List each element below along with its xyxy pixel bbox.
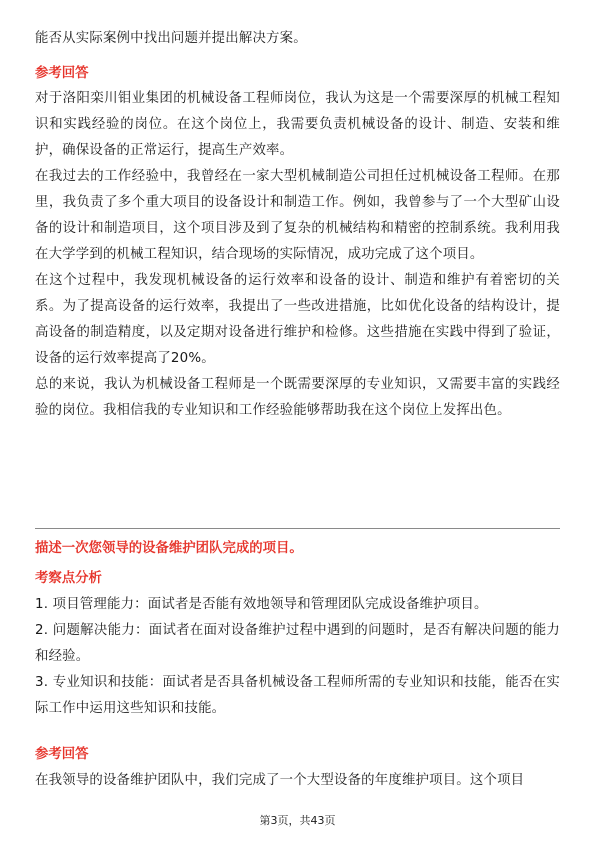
answer-paragraph: 在这个过程中，我发现机械设备的运行效率和设备的设计、制造和维护有着密切的关系。为了提高设备的运行效率，我提出了一些改进措施，比如优化设备的结构设计，提高设备的制造精度，以及定期对设备进行维护和检修。这些措施在实践中得到了验证，设备的运行效率提高了20%。 (35, 273, 560, 366)
section-divider (35, 528, 560, 529)
analysis-item: 1. 项目管理能力：面试者是否能有效地领导和管理团队完成设备维护项目。 (35, 597, 488, 612)
answer-paragraph: 总的来说，我认为机械设备工程师是一个既需要深厚的专业知识，又需要丰富的实践经验的岗位。我相信我的专业知识和工作经验能够帮助我在这个岗位上发挥出色。 (35, 377, 560, 418)
answer-paragraph: 在我过去的工作经验中，我曾经在一家大型机械制造公司担任过机械设备工程师。在那里，我负责了多个重大项目的设备设计和制造工作。例如，我曾参与了一个大型矿山设备的设计和制造项目，这个项目涉及到了复杂的机械结构和精密的控制系统。我利用我在大学学到的机械工程知识，结合现场的实际情况，成功完成了这个项目。 (35, 169, 560, 262)
answer-body-1 (35, 86, 560, 424)
answer-label-2: 参考回答 (35, 747, 89, 762)
page-footer (0, 812, 595, 828)
answer-label-1: 参考回答 (35, 66, 89, 81)
analysis-list (35, 592, 560, 722)
intro-line: 能否从实际案例中找出问题并提出解决方案。 (35, 31, 307, 46)
answer-start-paragraph: 在我领导的设备维护团队中，我们完成了一个大型设备的年度维护项目。这个项目 (35, 773, 525, 788)
analysis-item: 2. 问题解决能力：面试者在面对设备维护过程中遇到的问题时，是否有解决问题的能力和经验。 (35, 623, 560, 664)
question-heading: 描述一次您领导的设备维护团队完成的项目。 (35, 541, 303, 556)
page-indicator: 第3页，共43页 (259, 814, 336, 827)
answer-paragraph: 对于洛阳栾川钼业集团的机械设备工程师岗位，我认为这是一个需要深厚的机械工程知识和实践经验的岗位。在这个岗位上，我需要负责机械设备的设计、制造、安装和维护，确保设备的正常运行，提高生产效率。 (35, 91, 560, 158)
analysis-item: 3. 专业知识和技能：面试者是否具备机械设备工程师所需的专业知识和技能，能否在实际工作中运用这些知识和技能。 (35, 675, 560, 716)
analysis-label: 考察点分析 (35, 571, 102, 586)
